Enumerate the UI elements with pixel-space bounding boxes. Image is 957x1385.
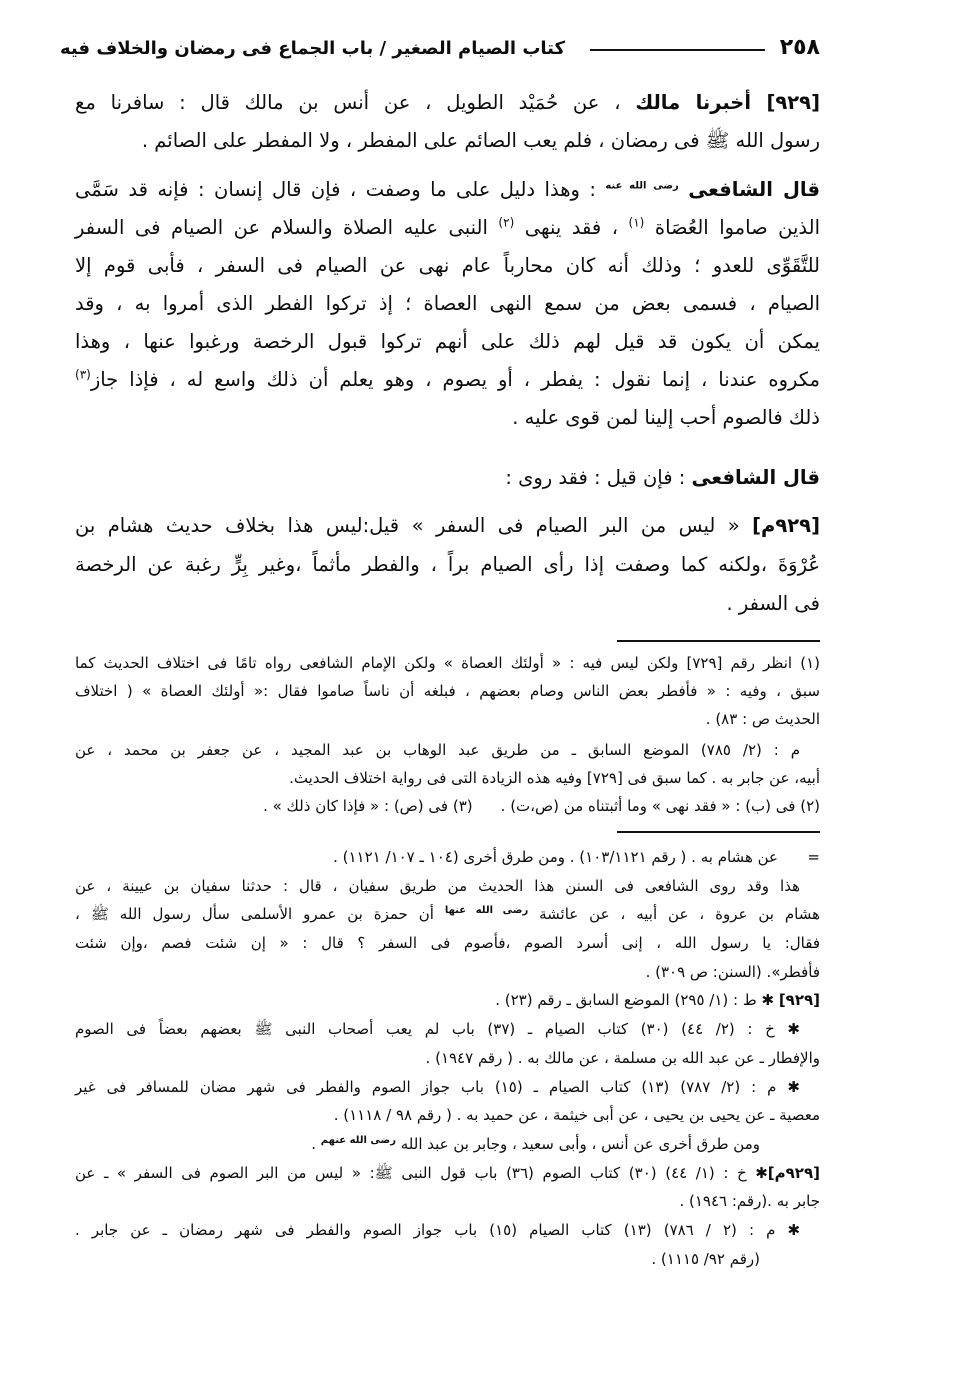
footnote-3: (٣) فى (ص) : « فإذا كان ذلك » . bbox=[263, 797, 473, 815]
paragraph-hadith-929m bbox=[75, 506, 820, 623]
continuation-mark: = bbox=[807, 848, 820, 866]
source-line: معصية ـ عن يحيى بن يحيى ، عن أبى خيثمة ، عن حميد به . ( رقم ٩٨ / ١١١٨) . bbox=[333, 1106, 820, 1125]
text-line bbox=[75, 506, 820, 545]
footnote-ref-3: (٣) bbox=[75, 367, 91, 382]
honorific: رضى الله عنها bbox=[444, 905, 529, 917]
sources-separator bbox=[617, 831, 820, 833]
footnote-line: م : (٢/ ٧٨٥) الموضع السابق ـ من طريق عبد الوهاب بن عبد المجيد ، عن جعفر بن محمد ، عن bbox=[75, 741, 801, 759]
footnote-ref-2: (٢) bbox=[498, 215, 515, 230]
footnote-separator bbox=[617, 640, 820, 642]
text-span: ، عن حُمَيْد الطويل ، عن أنس بن مالك قال : سافرنا مع bbox=[75, 91, 636, 114]
source-line: (رقم ٩٢/ ١١١٥) . bbox=[651, 1249, 760, 1268]
main-text bbox=[75, 84, 820, 623]
speaker-lead: قال الشافعى bbox=[688, 178, 820, 201]
footnote-line: أبيه، عن جابر به . كما سبق فى [٧٢٩] وفيه هذه الزيادة التى فى رواية اختلاف الحديث. bbox=[289, 769, 820, 787]
text-line bbox=[75, 171, 820, 209]
text-line: يمكن أن يكون قد قيل لهم ذلك على أنهم تركوا قبول الرخصة ورغبوا عنها ، وهذا bbox=[75, 330, 820, 353]
text-line bbox=[75, 459, 820, 497]
text-span: ✱ ط : (١/ ٢٩٥) الموضع السابق ـ رقم (٢٣) . bbox=[495, 991, 779, 1010]
text-span: مكروه عندنا ، إنما نقول : يفطر ، أو يصوم ، وهو يعلم أن ذلك واسع له ، فإذا جاز bbox=[90, 368, 820, 391]
footnote-line: الحديث ص : ٨٣) . bbox=[705, 710, 820, 728]
running-title: كتاب الصيام الصغير / باب الجماع فى رمضان والخلاف فيه bbox=[60, 38, 565, 59]
text-line: الصيام ، فسمى بعض من سمع النهى العصاة ؛ إذ تركوا الفطر الذى أمروا به ، وقد bbox=[75, 292, 820, 315]
header-rule bbox=[590, 49, 765, 51]
speaker-lead: قال الشافعى bbox=[691, 466, 820, 489]
paragraph-shafii-comment bbox=[75, 171, 820, 437]
text-span: ، فقد ينهى bbox=[514, 216, 629, 239]
hadith-number-lead: [٩٢٩] bbox=[778, 991, 820, 1010]
source-line: جابر به .(رقم: ١٩٤٦) . bbox=[679, 1192, 820, 1211]
text-span: « ليس من البر الصيام فى السفر » قيل:ليس هذا بخلاف حديث هشام بن bbox=[75, 514, 753, 537]
source-line: هذا وقد روى الشافعى فى السنن هذا الحديث من طريق سفيان ، قال : حدثنا سفيان بن عيينة ، عن bbox=[75, 876, 800, 895]
paragraph-objection bbox=[75, 459, 820, 497]
paragraph-hadith-929 bbox=[75, 84, 820, 160]
honorific: رضى الله عنه bbox=[605, 180, 679, 192]
text-line: فى السفر . bbox=[726, 592, 820, 615]
source-line bbox=[75, 900, 820, 929]
text-span: هشام بن عروة ، عن أبيه ، عن عائشة bbox=[528, 905, 820, 924]
source-line: فقال: يا رسول الله ، إنى أسرد الصوم ،فأصوم فى السفر ؟ قال : « إن شئت فصم ،وإن شئت bbox=[75, 934, 820, 953]
hadith-number-lead: [٩٢٩م] bbox=[767, 1163, 820, 1182]
hadith-number-lead: [٩٢٩] أخبرنا مالك bbox=[635, 91, 820, 114]
hadith-number-lead: [٩٢٩م] bbox=[752, 514, 820, 537]
text-line: عُرْوَةَ ،ولكنه كما وصفت إذا رأى الصيام براً ، والفطر مأثماً ،وغير بِرٍّ رغبة عن الرخصة bbox=[75, 553, 820, 576]
footnote-2: (٢) فى (ب) : « فقد نهى » وما أثبتناه من (ص،ت) . bbox=[500, 797, 820, 815]
text-span: ✱ خ : (١/ ٤٤) (٣٠) كتاب الصوم (٣٦) باب قول النبى ﷺ: « ليس من البر الصوم فى السفر » ـ عن bbox=[75, 1163, 768, 1182]
text-span: عن هشام به . ( رقم ١٠٣/١١٢١) . ومن طرق أخرى (١٠٤ ـ ١٠٧/ ١١٢١) . bbox=[333, 848, 778, 866]
footnote-line bbox=[75, 792, 820, 820]
text-span: ومن طرق أخرى عن أنس ، وأبى سعيد ، وجابر بن عبد الله bbox=[395, 1134, 760, 1153]
source-line: والإفطار ـ عن عبد الله بن مسلمة ، عن مالك به . ( رقم ١٩٤٧) . bbox=[425, 1048, 820, 1067]
text-span: : فإن قيل : فقد روى : bbox=[505, 466, 692, 489]
text-span: النبى عليه الصلاة والسلام عن الصيام فى السفر bbox=[75, 216, 499, 239]
text-span: . bbox=[311, 1134, 321, 1153]
text-line bbox=[75, 361, 820, 399]
footnote-line: سبق ، وفيه : « فأفطر بعض الناس وصام بعضهم ، فبلغه أن ناساً صاموا فقال :« أولئك العصاة » ( اختلاف bbox=[75, 682, 820, 700]
footnote-line: (١) انظر رقم [٧٢٩] ولكن ليس فيه : « أولئك العصاة » ولكن الإمام الشافعى رواه تامًا فى اختلاف الحديث كما bbox=[75, 654, 820, 672]
honorific: رضى الله عنهم bbox=[320, 1134, 396, 1146]
source-line bbox=[75, 1130, 820, 1159]
source-line bbox=[75, 1159, 820, 1188]
source-line: فأفطر». (السنن: ص ٣٠٩) . bbox=[645, 962, 820, 981]
page-number: ٢٥٨ bbox=[779, 35, 820, 60]
text-span: الذين صاموا العُصَاة bbox=[644, 216, 820, 239]
source-line: ✱ م : (٢/ ٧٨٧) (١٣) كتاب الصيام ـ (١٥) باب جواز الصوم والفطر فى شهر مضان للمسافر فى غير bbox=[75, 1077, 800, 1096]
text-span: أن حمزة بن عمرو الأسلمى سأل رسول الله ﷺ ، bbox=[75, 905, 445, 924]
source-references bbox=[75, 843, 820, 1273]
source-line bbox=[75, 843, 820, 872]
text-span: : وهذا دليل على ما وصفت ، فإن قال إنسان : فإنه قد سَمَّى bbox=[75, 178, 606, 201]
text-line bbox=[75, 84, 820, 122]
text-line bbox=[75, 209, 820, 247]
text-line: للتَّقَوِّى للعدو ؛ وذلك أنه كان محارباً عام نهى عن الصيام فى السفر ، فأبى قوم إلا bbox=[75, 254, 820, 277]
footnotes bbox=[75, 649, 820, 820]
text-line: رسول الله ﷺ فى رمضان ، فلم يعب الصائم على المفطر ، ولا المفطر على الصائم . bbox=[141, 129, 820, 152]
footnote-ref-1: (١) bbox=[628, 215, 645, 230]
source-line: ✱ خ : (٢/ ٤٤) (٣٠) كتاب الصيام ـ (٣٧) باب لم يعب أصحاب النبى ﷺ بعضهم بعضاً فى الصوم bbox=[75, 1020, 800, 1039]
source-line: ✱ م : (٢ / ٧٨٦) (١٣) كتاب الصيام (١٥) باب جواز الصوم والفطر فى شهر رمضان ـ عن جابر . bbox=[75, 1220, 801, 1239]
text-line: ذلك فالصوم أحب إلينا لمن قوى عليه . bbox=[512, 406, 820, 429]
source-line bbox=[75, 986, 820, 1015]
